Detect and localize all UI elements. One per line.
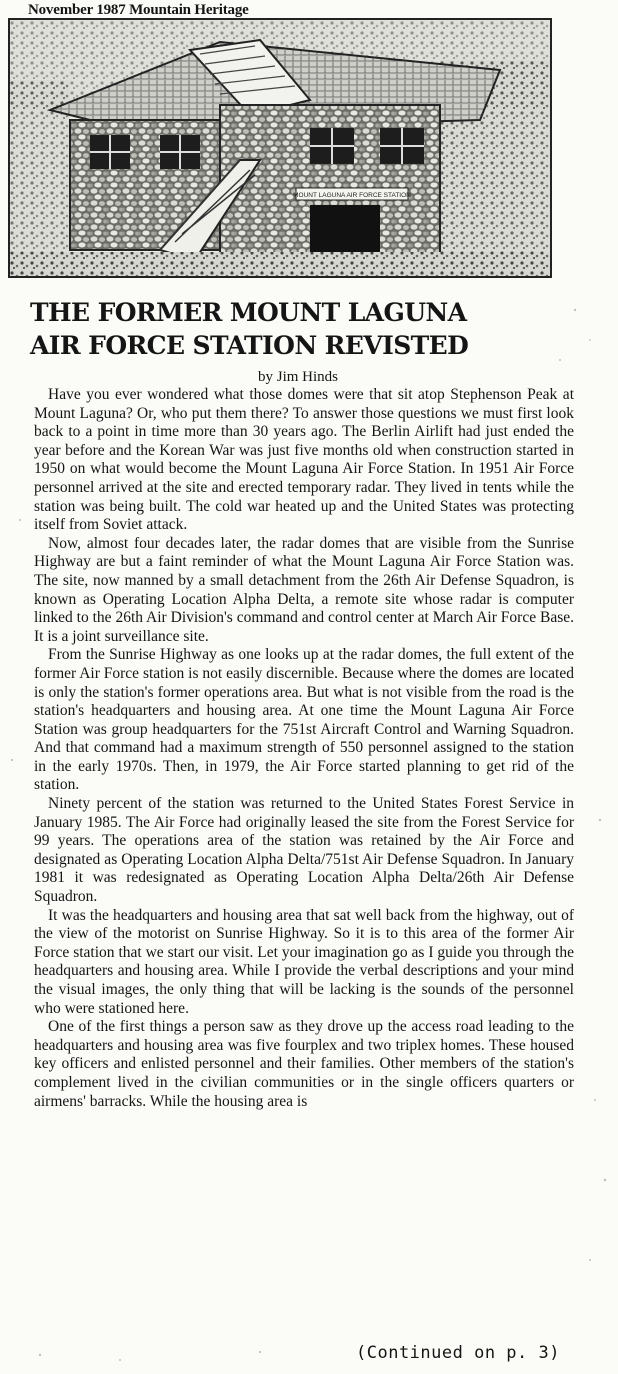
stone-building-illustration (10, 20, 550, 276)
paragraph: One of the first things a person saw as they drove up the access road leading to the headquarters and housing area was five fourplex and two triplex homes. These housed key officers and enlisted personnel and their families. Other members of the station's complement lived in the civilian communities or in the single officers quarters or airmens' barracks. While the housing area is (34, 1018, 574, 1110)
paragraph: Have you ever wondered what those domes were that sit atop Stephenson Peak at Mount Laguna? Or, who put them there? To answer those questions we must first look back to a point in time more than 30 years ago. The Berlin Airlift had just ended the year before and the Korean War was just five months old when construction started in 1950 on what would become the Mount Laguna Air Force Station. In 1951 Air Force personnel arrived at the site and erected temporary radar. They lived in tents while the station was being built. The cold war heated up and the United States was protecting itself from Soviet attack. (34, 386, 574, 534)
continued-notice: (Continued on p. 3) (356, 1343, 560, 1363)
paragraph: From the Sunrise Highway as one looks up at the radar domes, the full extent of the former Air Force station is not easily discernible. Because where the domes are located is only the station's former operations area. But what is not visible from the road is the station's headquarters and housing area. At one time the Mount Laguna Air Force Station was group headquarters for the 751st Aircraft Control and Warning Squadron. And that command had a maximum strength of 550 personnel assigned to the station in the early 1970s. Then, in 1979, the Air Force started planning to get rid of the station. (34, 646, 574, 794)
title-line-2: AIR FORCE STATION REVISTED (30, 331, 469, 360)
byline: by Jim Hinds (258, 369, 339, 385)
building-sign: MOUNT LAGUNA AIR FORCE STATION (293, 192, 411, 199)
article-photo (8, 18, 552, 278)
masthead: November 1987 Mountain Heritage (28, 2, 279, 20)
article-body (34, 386, 574, 1111)
article-title (30, 296, 468, 362)
title-line-1: THE FORMER MOUNT LAGUNA (30, 298, 467, 327)
paragraph: It was the headquarters and housing area that sat well back from the highway, out of the view of the motorist on Sunrise Highway. So it is to this area of the former Air Force station that we start our visit. Let your imagination go as I guide you through the headquarters and housing area. While I provide the verbal descriptions and your mind the visual images, the only thing that will be lacking is the sounds of the personnel who were stationed here. (34, 906, 574, 1017)
paragraph: Ninety percent of the station was returned to the United States Forest Service in January 1985. The Air Force had originally leased the site from the Forest Service for 99 years. The operations area of the station was retained by the Air Force and designated as Operating Location Alpha Delta/751st Air Defense Squadron. In January 1981 it was redesignated as Operating Location Alpha Delta/26th Air Defense Squadron. (34, 795, 574, 906)
paragraph: Now, almost four decades later, the radar domes that are visible from the Sunrise Highway are but a faint reminder of what the Mount Laguna Air Force Station was. The site, now manned by a small detachment from the 26th Air Defense Squadron, is known as Operating Location Alpha Delta, a remote site whose radar is computer linked to the 26th Air Division's command and control center at March Air Force Base. It is a joint surveillance site. (34, 534, 574, 645)
